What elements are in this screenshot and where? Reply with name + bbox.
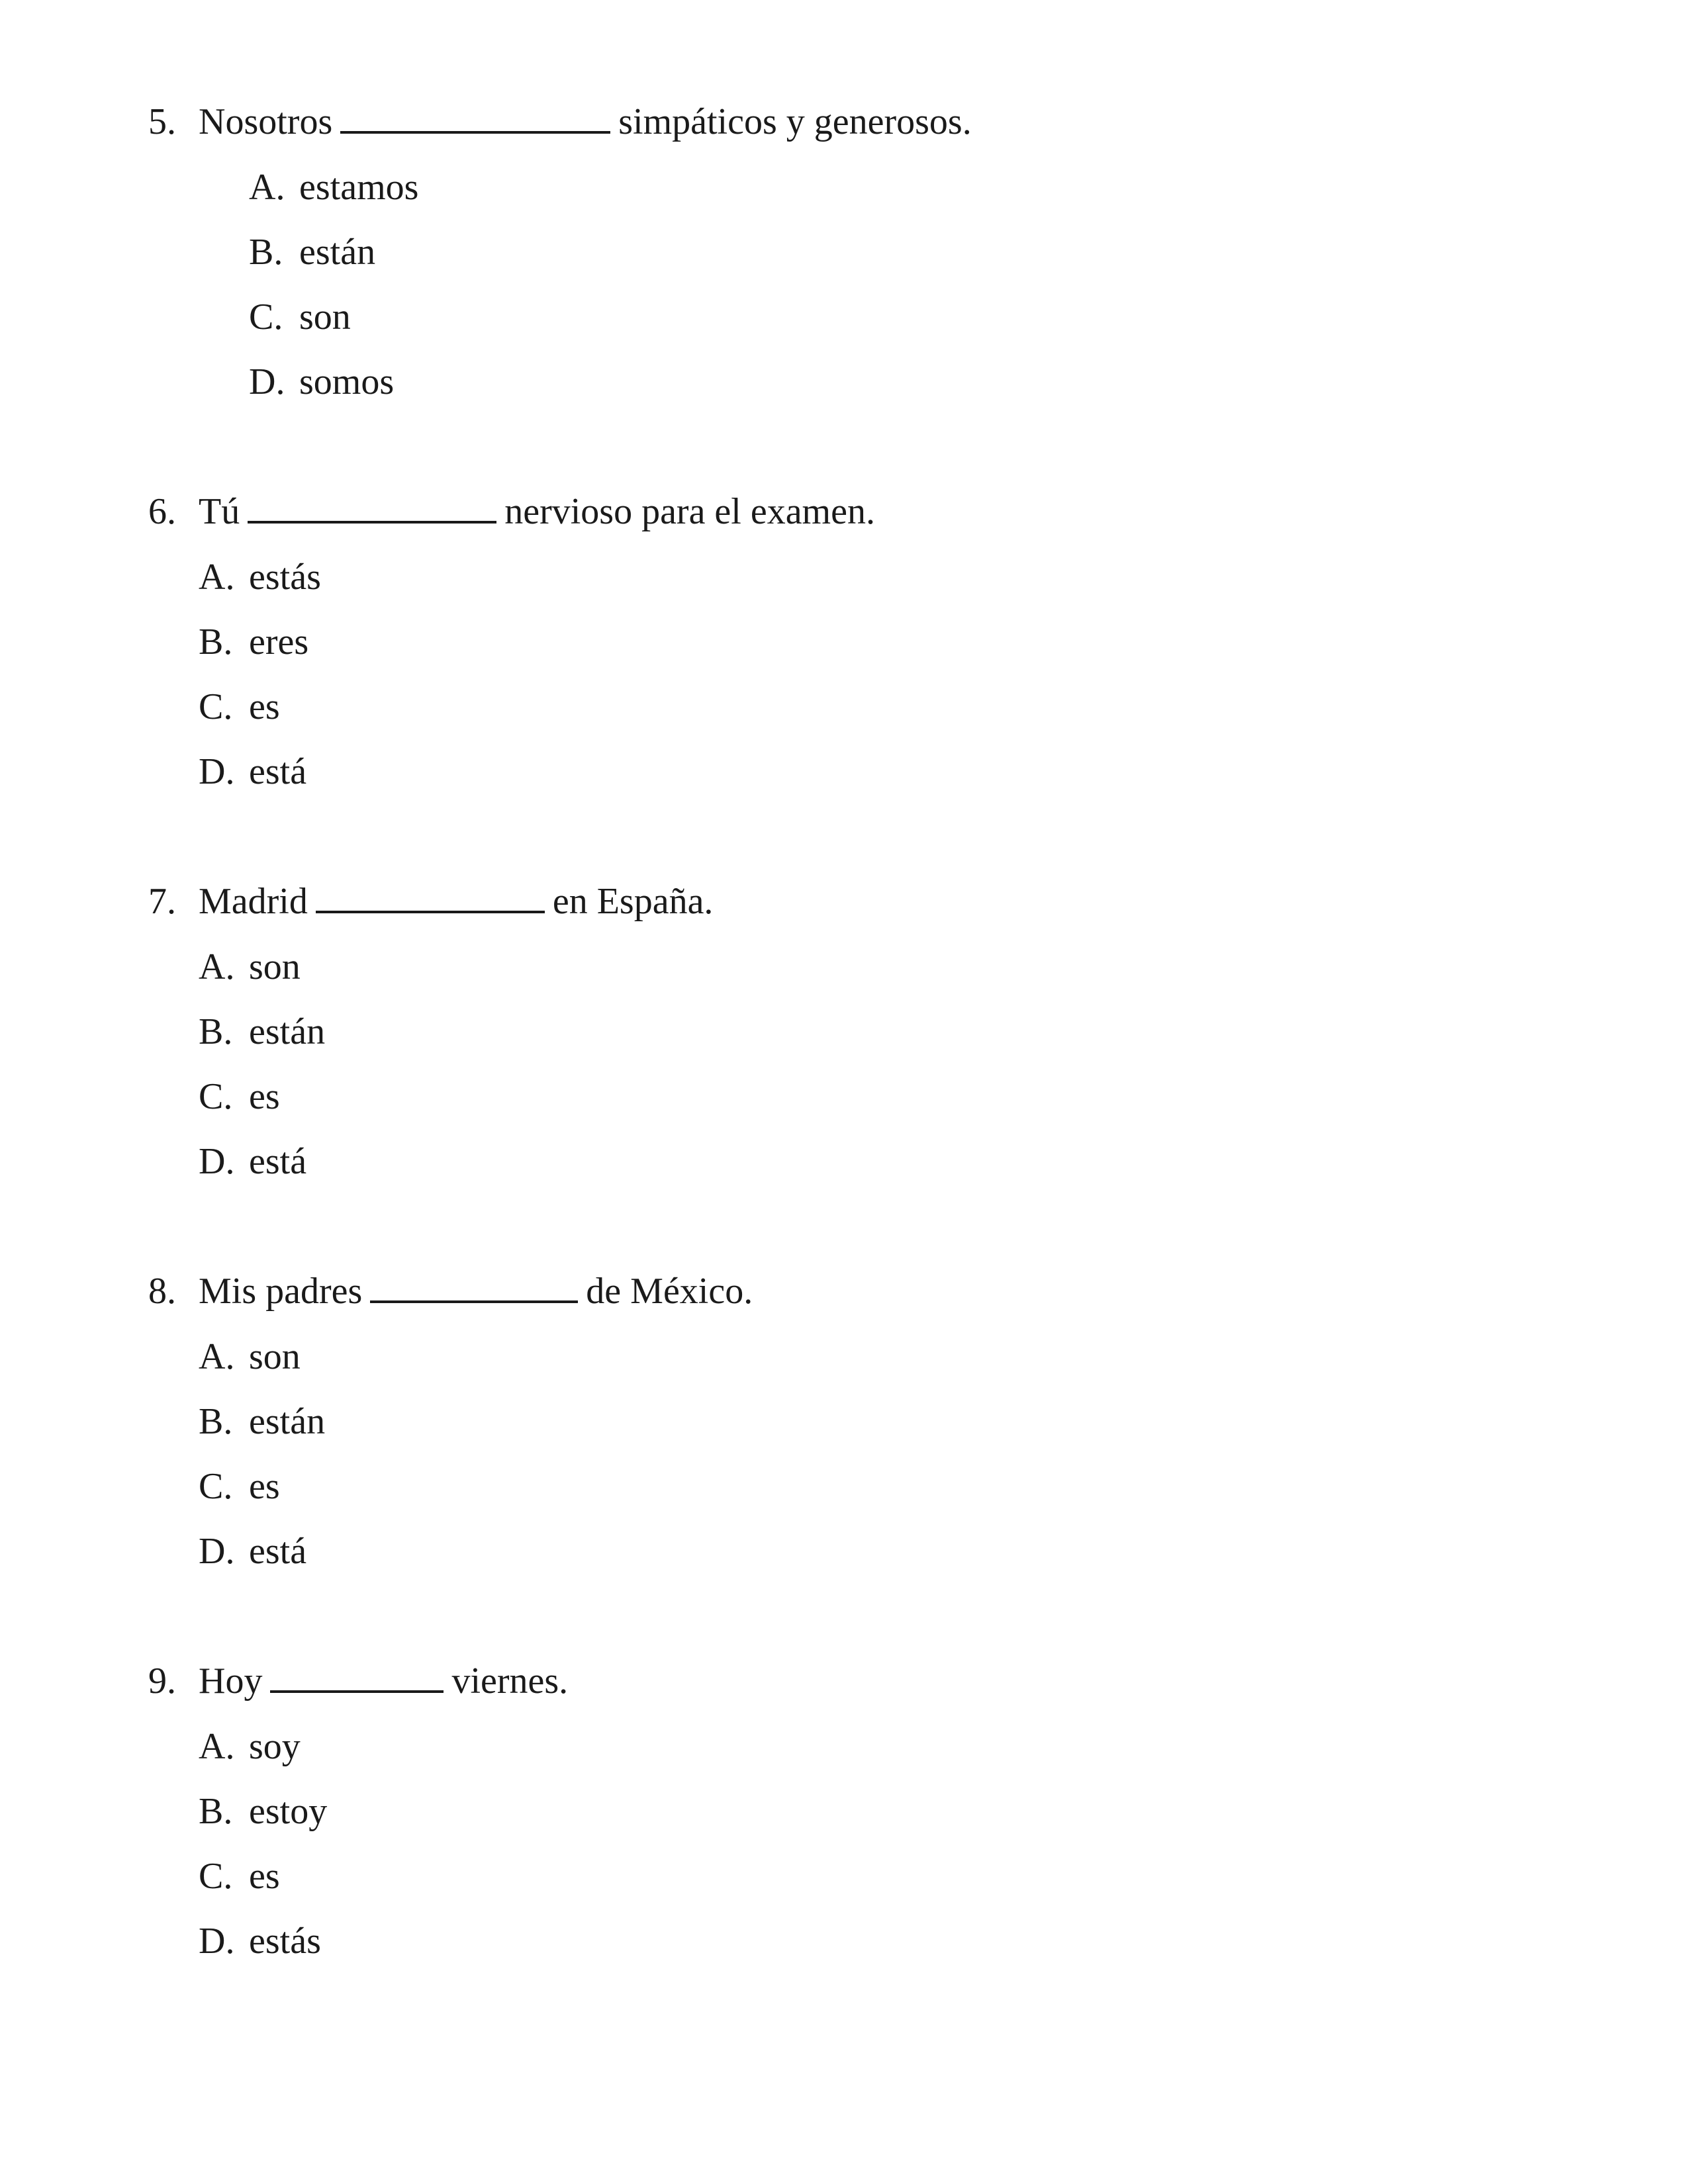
option-b[interactable]	[148, 1389, 1538, 1454]
option-text: somos	[299, 361, 395, 402]
option-label: B.	[199, 621, 233, 662]
option-text: estás	[249, 1921, 321, 1962]
stem-before-blank: Madrid	[199, 881, 308, 922]
question-number: 5.	[148, 101, 176, 142]
answer-blank[interactable]	[270, 1652, 444, 1693]
option-label: B.	[199, 1401, 233, 1442]
option-label: A.	[249, 167, 285, 208]
question-text	[199, 1258, 753, 1324]
option-text: está	[249, 1141, 307, 1182]
option-c[interactable]	[148, 1064, 1538, 1129]
stem-before-blank: Mis padres	[199, 1271, 363, 1312]
question-number: 9.	[148, 1661, 176, 1702]
option-text: están	[299, 232, 376, 273]
option-c[interactable]	[148, 285, 1538, 349]
option-d[interactable]	[148, 739, 1538, 804]
option-text: son	[249, 946, 301, 987]
option-b[interactable]	[148, 220, 1538, 285]
stem-before-blank: Tú	[199, 491, 240, 532]
stem-after-blank: nervioso para el examen.	[504, 491, 875, 532]
option-text: eres	[249, 621, 309, 662]
question-text	[199, 89, 972, 155]
option-text: es	[249, 1466, 280, 1507]
option-label: A.	[199, 1336, 235, 1377]
question-number: 6.	[148, 491, 176, 532]
option-label: D.	[199, 1141, 235, 1182]
option-label: A.	[199, 1726, 235, 1767]
option-text: está	[249, 751, 307, 792]
answer-blank[interactable]	[248, 482, 496, 523]
question-stem	[148, 868, 1538, 934]
option-b[interactable]	[148, 1779, 1538, 1844]
option-a[interactable]	[148, 545, 1538, 610]
question-7	[148, 868, 1538, 1194]
option-label: D.	[199, 1531, 235, 1572]
option-text: son	[249, 1336, 301, 1377]
option-a[interactable]	[148, 1714, 1538, 1779]
option-c[interactable]	[148, 1454, 1538, 1519]
option-d[interactable]	[148, 1519, 1538, 1584]
option-text: es	[249, 1076, 280, 1117]
option-d[interactable]	[148, 1129, 1538, 1194]
option-label: A.	[199, 557, 235, 598]
question-text	[199, 868, 713, 934]
question-6	[148, 478, 1538, 804]
stem-after-blank: de México.	[586, 1271, 753, 1312]
question-text	[199, 1648, 568, 1714]
option-label: D.	[249, 361, 285, 402]
option-d[interactable]	[148, 1909, 1538, 1974]
option-text: soy	[249, 1726, 301, 1767]
option-text: es	[249, 686, 280, 727]
option-label: A.	[199, 946, 235, 987]
question-stem	[148, 1258, 1538, 1324]
question-9	[148, 1648, 1538, 1974]
option-label: C.	[199, 686, 233, 727]
option-text: están	[249, 1401, 326, 1442]
stem-before-blank: Nosotros	[199, 101, 333, 142]
stem-after-blank: en España.	[552, 881, 714, 922]
question-number: 8.	[148, 1271, 176, 1312]
option-c[interactable]	[148, 1844, 1538, 1909]
question-number: 7.	[148, 881, 176, 922]
option-label: D.	[199, 1921, 235, 1962]
question-text	[199, 478, 875, 545]
question-5	[148, 89, 1538, 414]
option-label: C.	[199, 1466, 233, 1507]
option-a[interactable]	[148, 934, 1538, 999]
option-a[interactable]	[148, 155, 1538, 220]
option-a[interactable]	[148, 1324, 1538, 1389]
option-label: B.	[249, 232, 283, 273]
option-d[interactable]	[148, 349, 1538, 414]
answer-blank[interactable]	[340, 93, 610, 134]
answer-blank[interactable]	[316, 872, 545, 913]
question-stem	[148, 1648, 1538, 1714]
question-stem	[148, 478, 1538, 545]
question-8	[148, 1258, 1538, 1584]
option-label: B.	[199, 1011, 233, 1052]
option-label: C.	[199, 1076, 233, 1117]
option-text: está	[249, 1531, 307, 1572]
option-text: son	[299, 296, 351, 338]
option-text: estoy	[249, 1791, 328, 1832]
option-label: C.	[199, 1856, 233, 1897]
option-label: D.	[199, 751, 235, 792]
option-text: estás	[249, 557, 321, 598]
stem-after-blank: simpáticos y generosos.	[618, 101, 972, 142]
option-c[interactable]	[148, 674, 1538, 739]
option-b[interactable]	[148, 999, 1538, 1064]
question-stem	[148, 89, 1538, 155]
option-label: B.	[199, 1791, 233, 1832]
answer-blank[interactable]	[370, 1262, 578, 1303]
option-b[interactable]	[148, 610, 1538, 674]
option-text: estamos	[299, 167, 419, 208]
stem-after-blank: viernes.	[451, 1661, 569, 1702]
option-text: es	[249, 1856, 280, 1897]
stem-before-blank: Hoy	[199, 1661, 263, 1702]
option-text: están	[249, 1011, 326, 1052]
option-label: C.	[249, 296, 283, 338]
